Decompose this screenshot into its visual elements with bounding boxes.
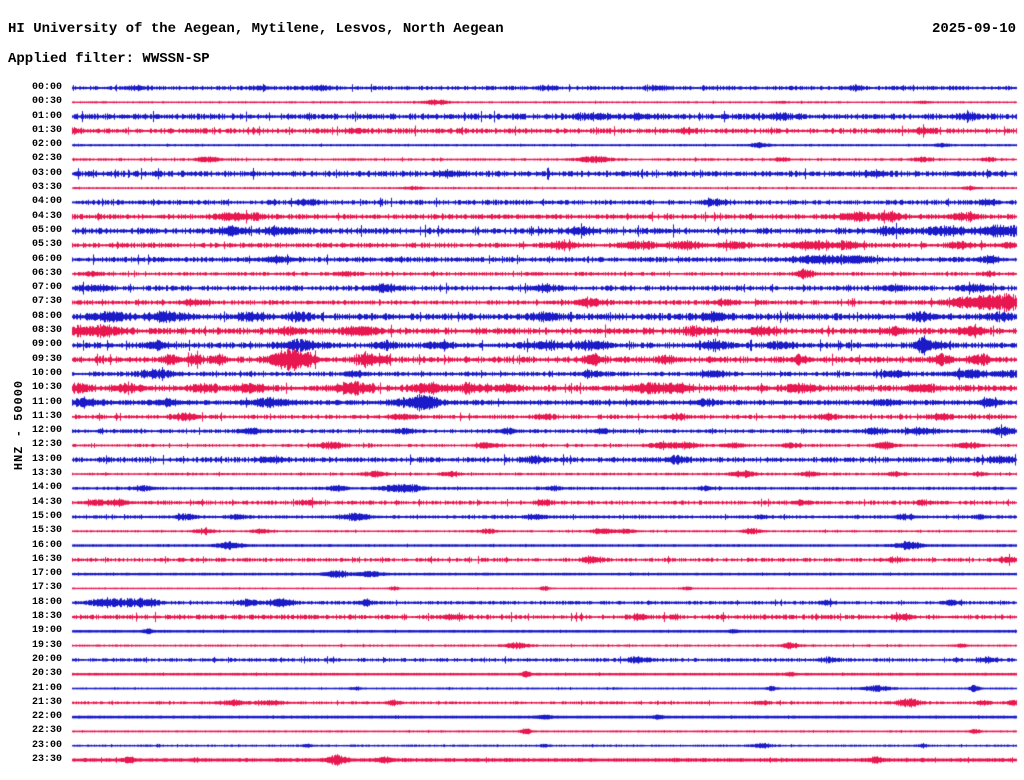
trace-time-label: 18:30 <box>31 611 62 623</box>
trace-time-label: 04:00 <box>31 196 62 208</box>
trace-time-label: 12:00 <box>31 425 62 437</box>
trace-time-label: 19:00 <box>31 625 62 637</box>
trace-time-label: 03:30 <box>31 182 62 194</box>
trace-time-label: 09:30 <box>31 353 62 365</box>
trace-time-label: 05:00 <box>31 224 62 236</box>
trace-time-label: 15:00 <box>31 510 62 522</box>
trace-time-label: 15:30 <box>31 525 62 537</box>
trace-time-label: 08:00 <box>31 310 62 322</box>
trace-time-label: 12:30 <box>31 439 62 451</box>
trace-time-label: 08:30 <box>31 325 62 337</box>
trace-time-label: 22:00 <box>31 711 62 723</box>
trace-time-label: 17:30 <box>31 582 62 594</box>
trace-time-label: 20:30 <box>31 668 62 680</box>
trace-time-label: 10:00 <box>31 367 62 379</box>
trace-time-label: 13:30 <box>31 468 62 480</box>
trace-time-label: 02:00 <box>31 139 62 151</box>
trace-time-label: 07:30 <box>31 296 62 308</box>
trace-time-label: 16:30 <box>31 553 62 565</box>
trace-time-label: 04:30 <box>31 210 62 222</box>
trace-time-label: 05:30 <box>31 239 62 251</box>
trace-time-label: 23:00 <box>31 739 62 751</box>
trace-time-label: 17:00 <box>31 568 62 580</box>
trace-time-label: 14:30 <box>31 496 62 508</box>
trace-time-label: 10:30 <box>31 382 62 394</box>
trace-time-label: 20:00 <box>31 653 62 665</box>
trace-time-label: 11:30 <box>31 410 62 422</box>
trace-time-label: 23:30 <box>31 754 62 765</box>
trace-time-label: 21:30 <box>31 696 62 708</box>
trace-time-label: 07:00 <box>31 282 62 294</box>
trace-time-label: 06:30 <box>31 267 62 279</box>
trace-time-label: 03:00 <box>31 167 62 179</box>
trace-time-label: 14:00 <box>31 482 62 494</box>
trace-time-label: 01:30 <box>31 124 62 136</box>
trace-time-label: 22:30 <box>31 725 62 737</box>
trace-time-label: 06:00 <box>31 253 62 265</box>
trace-time-label: 13:00 <box>31 453 62 465</box>
trace-time-label: 21:00 <box>31 682 62 694</box>
trace-time-label: 18:00 <box>31 596 62 608</box>
trace-time-label: 19:30 <box>31 639 62 651</box>
trace-time-label: 16:00 <box>31 539 62 551</box>
trace-time-label: 00:00 <box>31 82 62 93</box>
trace-time-label: 02:30 <box>31 153 62 165</box>
trace-time-label: 00:30 <box>31 96 62 108</box>
trace-time-label: 11:00 <box>31 396 62 408</box>
trace-time-label: 09:00 <box>31 339 62 351</box>
trace-time-label: 01:00 <box>31 110 62 122</box>
